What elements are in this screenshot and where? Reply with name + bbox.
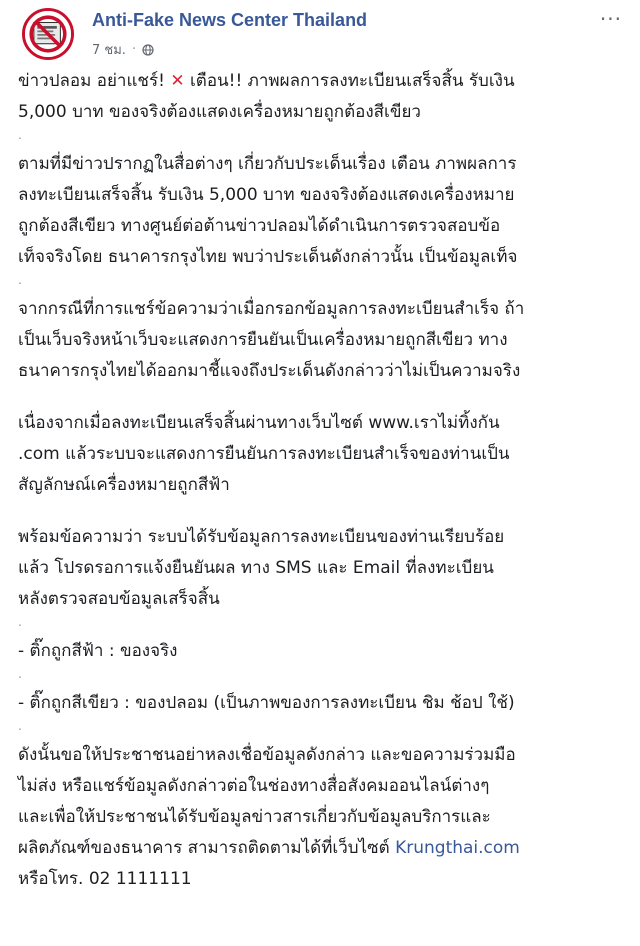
post-line: เท็จจริงโดย ธนาคารกรุงไทย พบว่าประเด็นดังกล่าวนั้น เป็นข้อมูลเท็จ xyxy=(18,247,518,267)
post-line: หรือโทร. 02 1111111 xyxy=(18,869,192,889)
post-line: ถูกต้องสีเขียว ทางศูนย์ต่อต้านข่าวปลอมได้ดำเนินการตรวจสอบข้อ xyxy=(18,216,501,236)
post-body xyxy=(18,66,630,895)
post-line: ข่าวปลอม อย่าแชร์! ✕ เตือน!! ภาพผลการลงทะเบียนเสร็จสิ้น รับเงิน xyxy=(18,71,515,91)
globe-icon[interactable] xyxy=(142,44,154,56)
post-line: ธนาคารกรุงไทยได้ออกมาชี้แจงถึงประเด็นดังกล่าวว่าไม่เป็นความจริง xyxy=(18,361,521,381)
separator-dot: . xyxy=(18,128,22,142)
separator-blank xyxy=(18,501,630,522)
post-line: - ติ๊กถูกสีฟ้า : ของจริง xyxy=(18,641,178,661)
separator-dot: . xyxy=(18,273,22,287)
post-line: เป็นเว็บจริงหน้าเว็บจะแสดงการยืนยันเป็นเครื่องหมายถูกสีเขียว ทาง xyxy=(18,330,508,350)
post-timestamp[interactable]: 7 ชม. xyxy=(92,43,126,58)
post-line: สัญลักษณ์เครื่องหมายถูกสีฟ้า xyxy=(18,475,230,495)
page-avatar[interactable] xyxy=(22,8,74,60)
separator-dot: . xyxy=(18,615,22,629)
more-options-button[interactable]: ··· xyxy=(599,7,622,31)
post-line: ผลิตภัณฑ์ของธนาคาร สามารถติดตามได้ที่เว็บไซต์ Krungthai.com xyxy=(18,838,520,858)
krungthai-link[interactable]: Krungthai.com xyxy=(395,838,520,858)
post-line: ดังนั้นขอให้ประชาชนอย่าหลงเชื่อข้อมูลดังกล่าว และขอความร่วมมือ xyxy=(18,745,516,765)
anti-fake-news-logo xyxy=(25,11,71,57)
separator-blank xyxy=(18,387,630,408)
post-line: และเพื่อให้ประชาชนได้รับข้อมูลข่าวสารเกี่ยวกับข้อมูลบริการและ xyxy=(18,807,491,827)
separator-dot: . xyxy=(18,719,22,733)
post-line: 5,000 บาท ของจริงต้องแสดงเครื่องหมายถูกต้องสีเขียว xyxy=(18,102,421,122)
meta-separator: · xyxy=(131,42,137,57)
post-line: ไม่ส่ง หรือแชร์ข้อมูลดังกล่าวต่อในช่องทางสื่อสังคมออนไลน์ต่างๆ xyxy=(18,776,490,796)
post-line: - ติ๊กถูกสีเขียว : ของปลอม (เป็นภาพของการลงทะเบียน ชิม ช้อป ใช้) xyxy=(18,693,515,713)
post-line: .com แล้วระบบจะแสดงการยืนยันการลงทะเบียนสำเร็จของท่านเป็น xyxy=(18,444,510,464)
post-line: แล้ว โปรดรอการแจ้งยืนยันผล ทาง SMS และ Email ที่ลงทะเบียน xyxy=(18,558,494,578)
post-line: จากกรณีที่การแชร์ข้อความว่าเมื่อกรอกข้อมูลการลงทะเบียนสำเร็จ ถ้า xyxy=(18,299,525,319)
cross-mark-icon: ✕ xyxy=(170,71,185,91)
post-line: ตามที่มีข่าวปรากฏในสื่อต่างๆ เกี่ยวกับประเด็นเรื่อง เตือน ภาพผลการ xyxy=(18,154,517,174)
post-line: พร้อมข้อความว่า ระบบได้รับข้อมูลการลงทะเบียนของท่านเรียบร้อย xyxy=(18,527,505,547)
post-header xyxy=(10,6,630,62)
post-line: หลังตรวจสอบข้อมูลเสร็จสิ้น xyxy=(18,589,220,609)
post-line: เนื่องจากเมื่อลงทะเบียนเสร็จสิ้นผ่านทางเว็บไซต์ www.เราไม่ทิ้งกัน xyxy=(18,413,500,433)
page-name-link[interactable]: Anti-Fake News Center Thailand xyxy=(92,10,368,30)
post-line: ลงทะเบียนเสร็จสิ้น รับเงิน 5,000 บาท ของจริงต้องแสดงเครื่องหมาย xyxy=(18,185,515,205)
separator-dot: . xyxy=(18,667,22,681)
post-meta xyxy=(92,39,154,60)
